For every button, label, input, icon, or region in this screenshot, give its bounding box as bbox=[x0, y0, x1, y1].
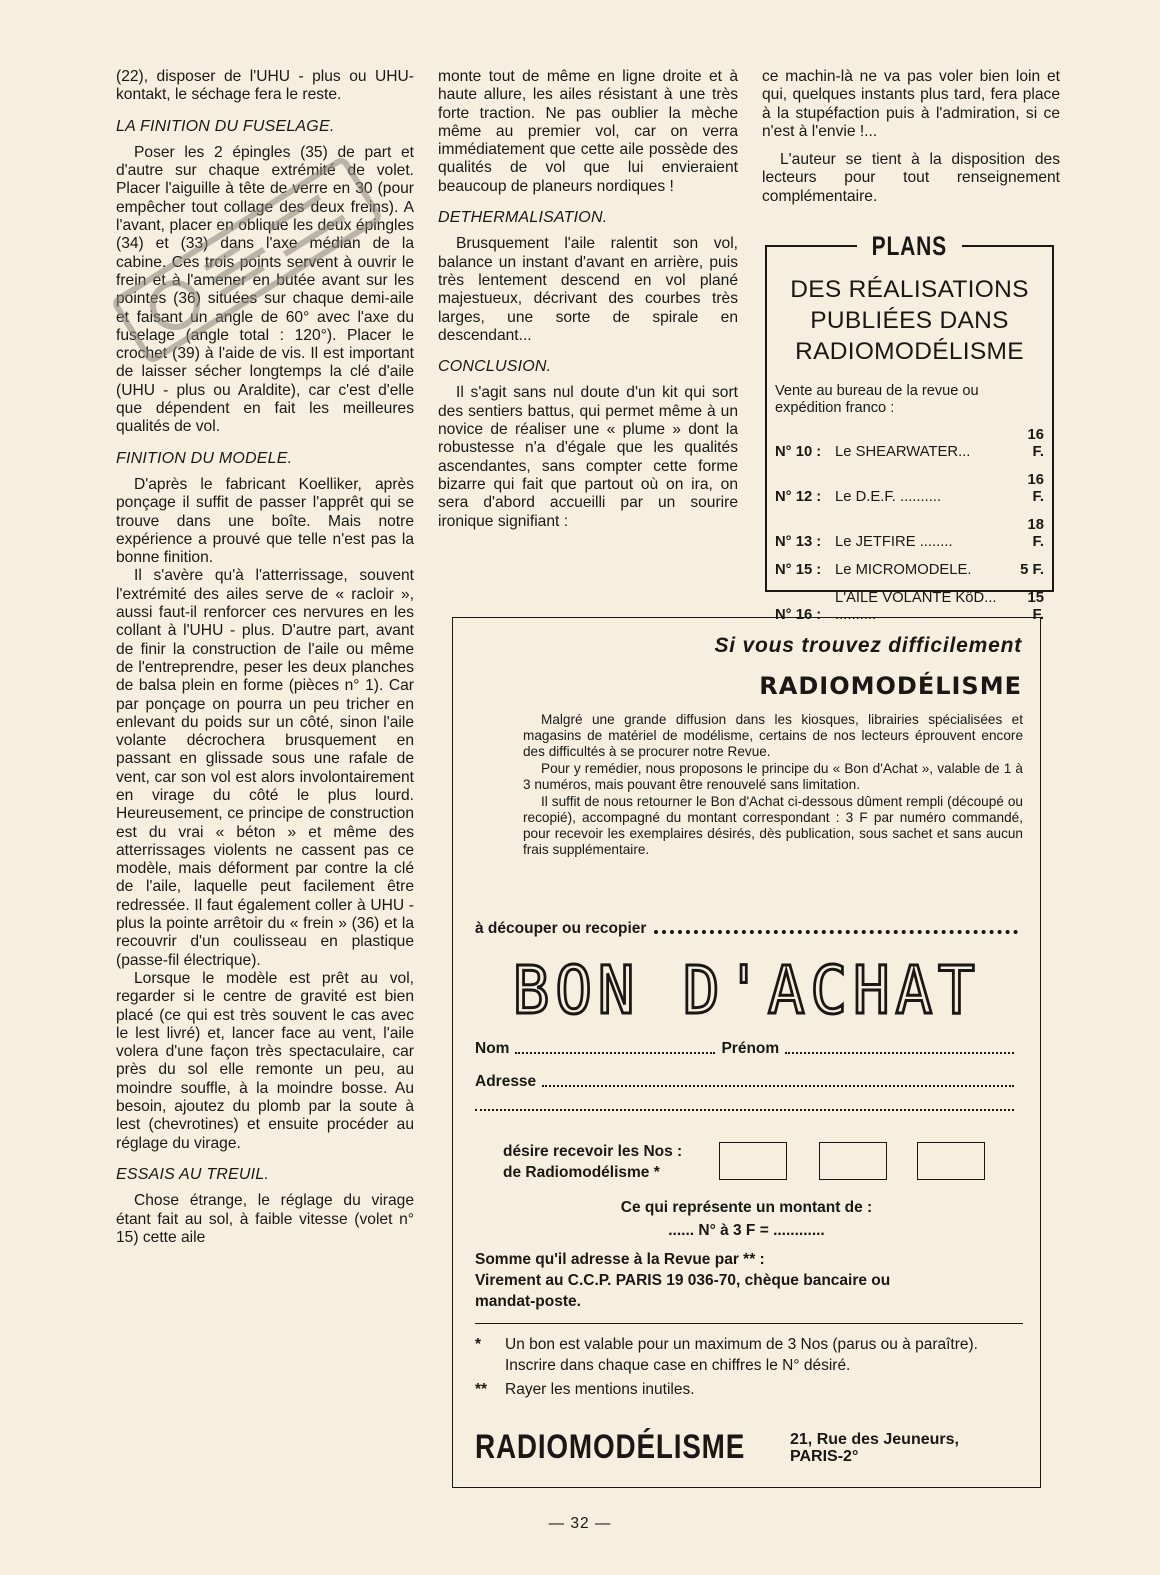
name-row bbox=[475, 1040, 1020, 1058]
bon-achat-title: BON D'ACHAT bbox=[512, 952, 981, 1029]
divider bbox=[475, 1323, 1023, 1324]
paragraph: monte tout de même en ligne droite et à haute allure, les ailes résistant à une très forte traction. Ne pas oublier la mèche même au premier vol, car on verra immédiatement que cette aile possède des qualités de vol que lui envieraient beaucoup de planeurs nordiques ! bbox=[438, 68, 738, 195]
address-line: PARIS-2° bbox=[790, 1447, 859, 1465]
plan-item bbox=[775, 472, 1044, 506]
footnote-mark: ** bbox=[475, 1381, 488, 1398]
paragraph: D'après le fabricant Koelliker, après ponçage il suffit de passer l'apprêt qui se trouve dans une boîte. Mais notre expérience a prouvé que telle n'est pas la bonne finition. bbox=[116, 475, 414, 567]
coupon-masthead: RADIOMODÉLISME bbox=[759, 672, 1022, 700]
plans-intro: Vente au bureau de la revue ou expédition franco : bbox=[775, 383, 979, 416]
address-row-2 bbox=[475, 1108, 1020, 1115]
plan-price: 15 F. bbox=[1027, 590, 1044, 623]
cut-label: à découper ou recopier bbox=[475, 920, 647, 937]
plan-number: N° 16 : bbox=[775, 607, 822, 623]
section-heading: ESSAIS AU TREUIL. bbox=[116, 1165, 270, 1183]
section-heading: LA FINITION DU FUSELAGE. bbox=[116, 117, 335, 135]
footnote-text: Rayer les mentions inutiles. bbox=[505, 1381, 695, 1398]
plan-name: Le JETFIRE ........ bbox=[835, 534, 953, 550]
amount-formula: ...... N° à 3 F = ............ bbox=[668, 1222, 825, 1239]
article-column-2 bbox=[438, 68, 738, 531]
plan-name: Le MICROMODELE. bbox=[835, 562, 972, 578]
prenom-field[interactable] bbox=[785, 1051, 1014, 1054]
section-heading: CONCLUSION. bbox=[438, 358, 552, 376]
issue-request-line: de Radiomodélisme * bbox=[503, 1164, 660, 1181]
plans-heading-line: DES RÉALISATIONS bbox=[790, 276, 1029, 303]
issue-number-box[interactable] bbox=[917, 1142, 985, 1180]
coupon-body bbox=[523, 712, 1023, 859]
paragraph: Il suffit de nous retourner le Bon d'Achat ci-dessous dûment rempli (découpé ou recopié), accompagné du montant correspondant : 3 F par numéro commandé, pour recevoir les exemplaires désirés, dès publication, sous sachet et sans aucun frais supplémentaire. bbox=[523, 794, 1023, 857]
plan-item bbox=[775, 427, 1044, 461]
plans-heading-line: PUBLIÉES DANS bbox=[810, 307, 1009, 334]
paragraph: Pour y remédier, nous proposons le principe du « Bon d'Achat », valable de 1 à 3 numéros, mais pouvant être renouvelé sans limitation. bbox=[523, 761, 1023, 792]
footnote-text: Un bon est valable pour un maximum de 3 Nos (parus ou à paraître). Inscrire dans chaque case en chiffres le N° désiré. bbox=[505, 1336, 978, 1374]
plan-price: 16 F. bbox=[1027, 472, 1044, 505]
plans-title: PLANS bbox=[871, 230, 948, 261]
prenom-label: Prénom bbox=[721, 1040, 780, 1057]
dotted-cut-line bbox=[654, 924, 1018, 934]
plan-name: Le D.E.F. .......... bbox=[835, 489, 942, 505]
plan-number: N° 15 : bbox=[775, 562, 822, 578]
paragraph: Brusquement l'aile ralentit son vol, balance un instant d'avant en arrière, puis très lentement descend en vol plané majestueux, décrivant des courbes très larges, une sorte de spirale en descendant... bbox=[438, 235, 738, 344]
plans-title-row bbox=[765, 232, 1054, 260]
plan-name: L'AILE VOLANTE KöD... .......... bbox=[835, 590, 997, 623]
payment-line: mandat-poste. bbox=[475, 1293, 581, 1310]
adresse-field-2[interactable] bbox=[475, 1108, 1014, 1111]
payment-line: Somme qu'il adresse à la Revue par ** : bbox=[475, 1251, 765, 1268]
divider bbox=[765, 245, 857, 247]
issue-number-box[interactable] bbox=[819, 1142, 887, 1180]
plan-name: Le SHEARWATER... bbox=[835, 444, 971, 460]
address-row bbox=[475, 1073, 1020, 1091]
paragraph: L'auteur se tient à la disposition des lecteurs pour tout renseignement complémentaire. bbox=[762, 151, 1060, 205]
address-line: 21, Rue des Jeuneurs, bbox=[790, 1430, 959, 1448]
issue-request bbox=[503, 1141, 682, 1183]
coupon-headline: Si vous trouvez difficilement bbox=[714, 634, 1022, 657]
plans-heading-line: RADIOMODÉLISME bbox=[795, 338, 1024, 365]
coupon-notes bbox=[475, 1334, 1023, 1403]
divider bbox=[962, 245, 1054, 247]
plan-number: N° 12 : bbox=[775, 489, 822, 505]
paragraph: Poser les 2 épingles (35) de part et d'autre sur chaque extrémité de volet. Placer l'aiguille à tête de verre en 30 (pour empêcher tout collage des deux freins). A l'avant, placer en oblique les deux épingles (34) et (33) dans l'axe médian de la cabine. Ces trois points servent à ouvrir le frein et à l'amener en butée avant sur les pointes (36) situées sur chaque demi-aile et faisant un angle de 60° avec l'axe du fuselage (angle total : 120°). Placer le crochet (39) à l'aide de vis. Il est important de laisser sécher longtemps la clé d'aile (UHU - plus ou Araldite), car c'est d'elle que dépendent en fait les meilleures qualités de vol. bbox=[116, 143, 414, 436]
paragraph: Il s'agit sans nul doute d'un kit qui sort des sentiers battus, qui permet même à un novice de réaliser une « plume » dont la robustesse n'a d'égale que les qualités ascendantes, sans compter cette forme bizarre qui fait que partout où on ira, on sera d'abord accueilli par un sourire ironique signifiant : bbox=[438, 384, 738, 530]
amount-label: Ce qui représente un montant de : bbox=[620, 1199, 873, 1216]
plans-box bbox=[765, 230, 1054, 623]
footnote bbox=[475, 1379, 1023, 1400]
section-heading: FINITION DU MODELE. bbox=[116, 449, 293, 467]
article-column-3 bbox=[762, 68, 1060, 206]
adresse-field[interactable] bbox=[542, 1084, 1014, 1087]
plan-price: 18 F. bbox=[1027, 517, 1044, 550]
paragraph: Malgré une grande diffusion dans les kiosques, librairies spécialisées et magasins de matériel de modélisme, certains de nos lecteurs éprouvent encore des difficultés à se procurer notre Revue. bbox=[523, 712, 1023, 759]
plan-price: 16 F. bbox=[1027, 427, 1044, 460]
paragraph: Chose étrange, le réglage du virage étant fait au sol, à faible vitesse (volet n° 15) cette aile bbox=[116, 1192, 414, 1246]
plans-heading bbox=[767, 274, 1052, 367]
page-number: — 32 — bbox=[548, 1515, 612, 1532]
publisher-address bbox=[790, 1431, 959, 1465]
nom-field[interactable] bbox=[515, 1051, 715, 1054]
nom-label: Nom bbox=[475, 1040, 510, 1057]
plan-number: N° 13 : bbox=[775, 534, 822, 550]
payment-line: Virement au C.C.P. PARIS 19 036-70, chèque bancaire ou bbox=[475, 1272, 891, 1289]
publisher-footer bbox=[475, 1428, 1023, 1467]
paragraph: ce machin-là ne va pas voler bien loin et qui, quelques instants plus tard, fera place à la stupéfaction puis à l'admiration, si ce n'est à l'envie !... bbox=[762, 68, 1060, 140]
paragraph: Lorsque le modèle est prêt au vol, regarder si le centre de gravité est bien placé (ce qui est très souvent le cas avec le lest livré) et, lancer face au vent, l'aile volera d'une façon très spectaculaire, car près du sol elle remonte un peu, au moindre souffle, à la moindre bosse. Au besoin, ajoutez du plomb par la soute à lest (chevrotines) et ensuite procéder au réglage du virage. bbox=[116, 969, 414, 1152]
issue-number-box[interactable] bbox=[719, 1142, 787, 1180]
paragraph: Il s'avère qu'à l'atterrissage, souvent l'extrémité des ailes serve de « racloir », aussi faut-il renforcer ces nervures en les collant à l'UHU - plus. D'autre part, avant de finir la construction de l'aile ou même de l'entreprendre, peser les deux planches de balsa plein en forme (pièces n° 1). Car par ponçage on pourra un peu tricher en enlevant du poids sur un côté, sinon l'aile volante décrochera brusquement en passant en glissade sous une rafale de vent, car son vol est alors involontairement en virage du côté le plus lourd. Heureusement, ce principe de construction est du vrai « béton » et même des atterrissages violents ne cassent pas ce modèle, mais déforment par contre la clé de l'aile, laquelle peut facilement être redressée. Il faut également coller à UHU - plus la pointe arrêtoir du « frein » (36) et la recouvrir d'un coulisseau en plastique (passe-fil électrique). bbox=[116, 567, 414, 969]
issue-request-line: désire recevoir les Nos : bbox=[503, 1143, 683, 1160]
plan-item bbox=[775, 517, 1044, 551]
footnote bbox=[475, 1334, 1023, 1376]
footnote-mark: * bbox=[475, 1336, 482, 1353]
plans-list bbox=[775, 427, 1044, 635]
article-column-1 bbox=[116, 68, 414, 1247]
adresse-label: Adresse bbox=[475, 1073, 537, 1090]
plan-number: N° 10 : bbox=[775, 444, 822, 460]
plan-price: 5 F. bbox=[1020, 562, 1044, 578]
paragraph: (22), disposer de l'UHU - plus ou UHU-kontakt, le séchage fera le reste. bbox=[116, 68, 414, 104]
amount-line bbox=[453, 1196, 1040, 1242]
section-heading: DETHERMALISATION. bbox=[438, 209, 608, 227]
cut-line bbox=[475, 920, 1018, 938]
publisher-name: RADIOMODÉLISME bbox=[475, 1428, 746, 1466]
plan-item bbox=[775, 562, 1044, 579]
payment-method bbox=[475, 1249, 1023, 1312]
subscription-coupon bbox=[452, 617, 1041, 1488]
